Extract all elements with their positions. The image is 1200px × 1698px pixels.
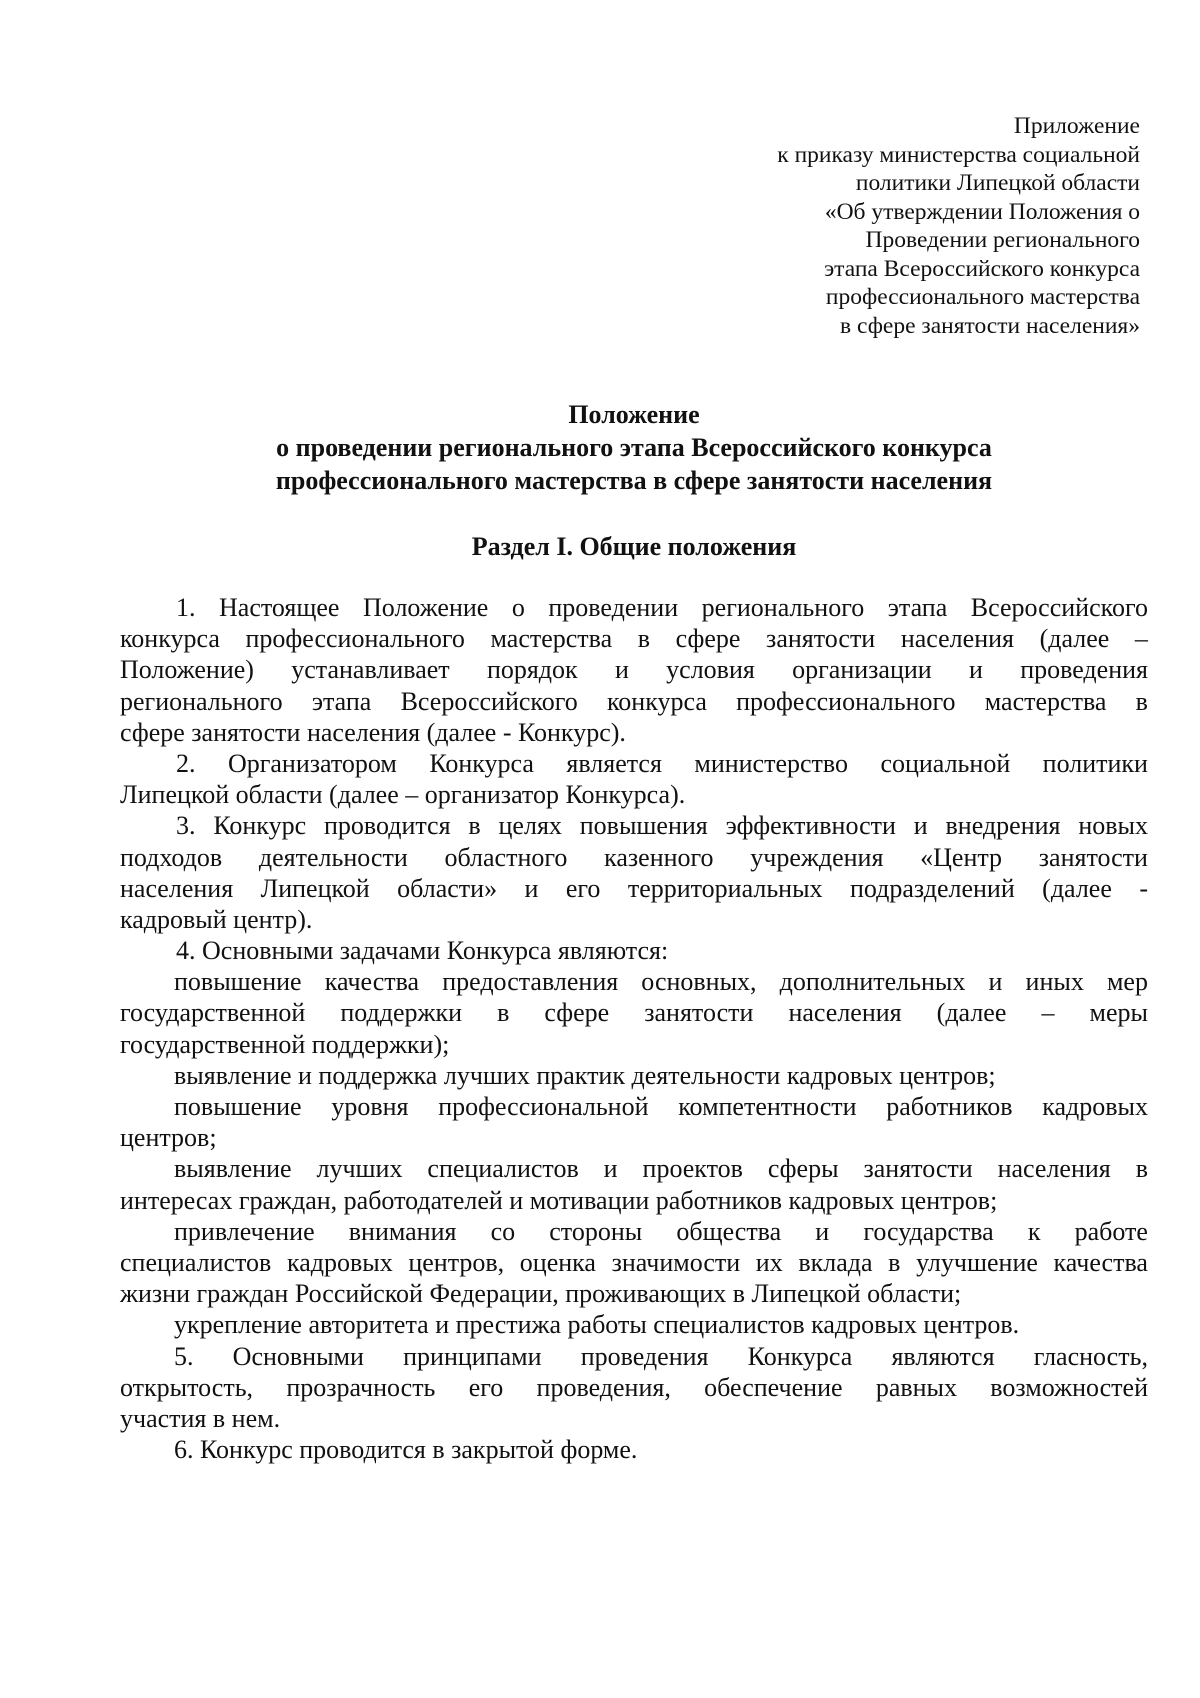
body-line: 3. Конкурс проводится в целях повышения эффективности и внедрения новых (176, 811, 1148, 841)
body-line: 6. Конкурс проводится в закрытой форме. (174, 1435, 638, 1465)
appendix-line: Приложение (1013, 113, 1140, 139)
body-line: повышение уровня профессиональной компетентности работников кадровых (174, 1092, 1148, 1121)
title-line: профессионального мастерства в сфере занятости населения (275, 466, 993, 495)
body-line: жизни граждан Российской Федерации, проживающих в Липецкой области; (120, 1279, 962, 1309)
body-line: укрепление авторитета и престижа работы специалистов кадровых центров. (174, 1310, 1020, 1340)
body-line: привлечение внимания со стороны общества и государства к работе (174, 1216, 1148, 1246)
body-line: сфере занятости населения (далее - Конкурс). (120, 717, 626, 747)
body-line: 5. Основными принципами проведения Конкурса являются гласность, (174, 1341, 1148, 1371)
appendix-line: Проведении регионального (865, 227, 1140, 253)
document-body (120, 592, 1148, 1465)
body-line: государственной поддержки в сфере занятости населения (далее – меры (120, 998, 1148, 1028)
body-line: 1. Настоящее Положение о проведении регионального этапа Всероссийского (176, 593, 1148, 622)
body-line: специалистов кадровых центров, оценка значимости их вклада в улучшение качества (120, 1247, 1148, 1277)
body-line: 2. Организатором Конкурса является министерство социальной политики (176, 748, 1148, 778)
title-line: Положение (568, 400, 700, 429)
body-line: участия в нем. (120, 1403, 281, 1433)
body-line: повышение качества предоставления основных, дополнительных и иных мер (174, 967, 1148, 997)
appendix-line: к приказу министерства социальной (777, 141, 1140, 168)
body-line: Положение) устанавливает порядок и условия организации и проведения (120, 655, 1148, 685)
appendix-line: политики Липецкой области (855, 170, 1140, 196)
appendix-line: профессионального мастерства (825, 284, 1140, 310)
body-line: Липецкой области (далее – организатор Конкурса). (120, 780, 686, 810)
body-line: открытость, прозрачность его проведения, обеспечение равных возможностей (120, 1372, 1148, 1402)
body-line: кадровый центр). (120, 904, 313, 934)
body-line: подходов деятельности областного казенного учреждения «Центр занятости (120, 842, 1148, 872)
title-line: о проведении регионального этапа Всероссийского конкурса (276, 433, 992, 462)
appendix-line: в сфере занятости населения» (840, 312, 1140, 339)
appendix-line: этапа Всероссийского конкурса (824, 255, 1140, 282)
section-title: Раздел I. Общие положения (471, 532, 797, 561)
body-line: населения Липецкой области» и его территориальных подразделений (далее - (120, 873, 1148, 903)
body-line: центров; (120, 1123, 217, 1153)
body-line: государственной поддержки); (120, 1029, 450, 1059)
document-title (120, 398, 1148, 497)
body-line: 4. Основными задачами Конкурса являются: (176, 936, 669, 966)
body-line: конкурса профессионального мастерства в сфере занятости населения (далее – (120, 624, 1148, 654)
body-line: выявление лучших специалистов и проектов сферы занятости населения в (174, 1154, 1148, 1184)
body-line: выявление и поддержка лучших практик деятельности кадровых центров; (174, 1060, 996, 1090)
body-line: интересах граждан, работодателей и мотивации работников кадровых центров; (120, 1185, 998, 1215)
body-line: регионального этапа Всероссийского конкурса профессионального мастерства в (120, 686, 1148, 716)
appendix-header (640, 112, 1140, 340)
appendix-line: «Об утверждении Положения о (824, 198, 1140, 225)
